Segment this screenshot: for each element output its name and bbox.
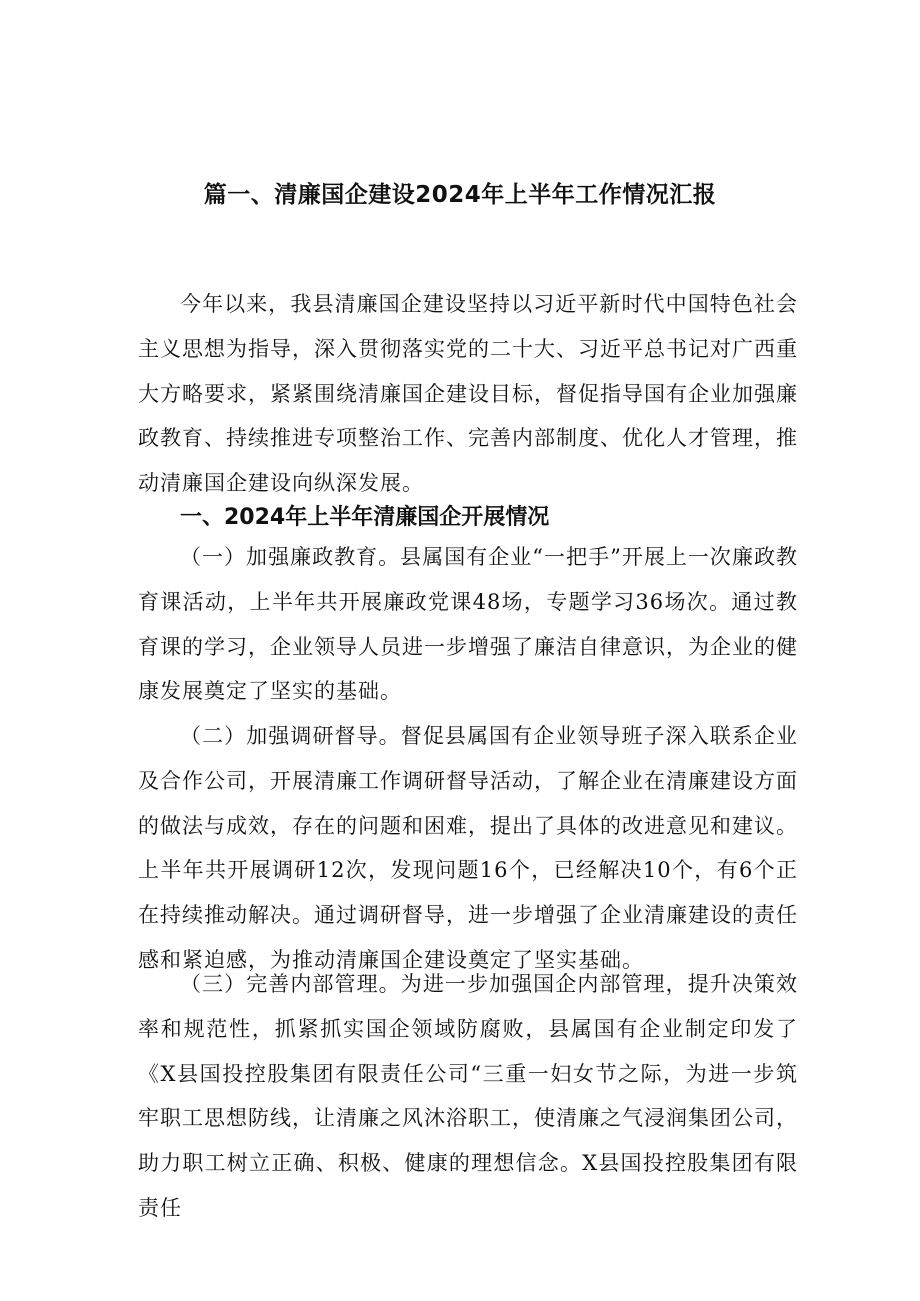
paragraph-item-2: （二）加强调研督导。督促县属国有企业领导班子深入联系企业及合作公司，开展清廉工作调研督导活动，了解企业在清廉建设方面的做法与成效，存在的问题和困难，提出了具体的改进意见和建议。上半年共开展调研12次，发现问题16个，已经解决10个，有6个正在持续推动解决。通过调研督导，进一步增强了企业清廉建设的责任感和紧迫感，为推动清廉国企建设奠定了坚实基础。 (138, 724, 798, 972)
section-heading: 一、2024年上半年清廉国企开展情况 (180, 505, 550, 530)
document-title: 篇一、清廉国企建设2024年上半年工作情况汇报 (203, 182, 717, 208)
paragraph-item-3: （三）完善内部管理。为进一步加强国企内部管理，提升决策效率和规范性，抓紧抓实国企领域防腐败，县属国有企业制定印发了《X县国投控股集团有限责任公司“三重一妇女节之际，为进一步筑牢职工思想防线，让清廉之风沐浴职工，使清廉之气浸润集团公司，助力职工树立正确、积极、健康的理想信念。X县国投控股集团有限责任 (138, 972, 798, 1220)
intro-paragraph: 今年以来，我县清廉国企建设坚持以习近平新时代中国特色社会主义思想为指导，深入贯彻落实党的二十大、习近平总书记对广西重大方略要求，紧紧围绕清廉国企建设目标，督促指导国有企业加强廉政教育、持续推进专项整治工作、完善内部制度、优化人才管理，推动清廉国企建设向纵深发展。 (138, 292, 798, 496)
paragraph-item-1: （一）加强廉政教育。县属国有企业“一把手”开展上一次廉政教育课活动，上半年共开展廉政党课48场，专题学习36场次。通过教育课的学习，企业领导人员进一步增强了廉洁自律意识，为企业的健康发展奠定了坚实的基础。 (138, 545, 798, 704)
